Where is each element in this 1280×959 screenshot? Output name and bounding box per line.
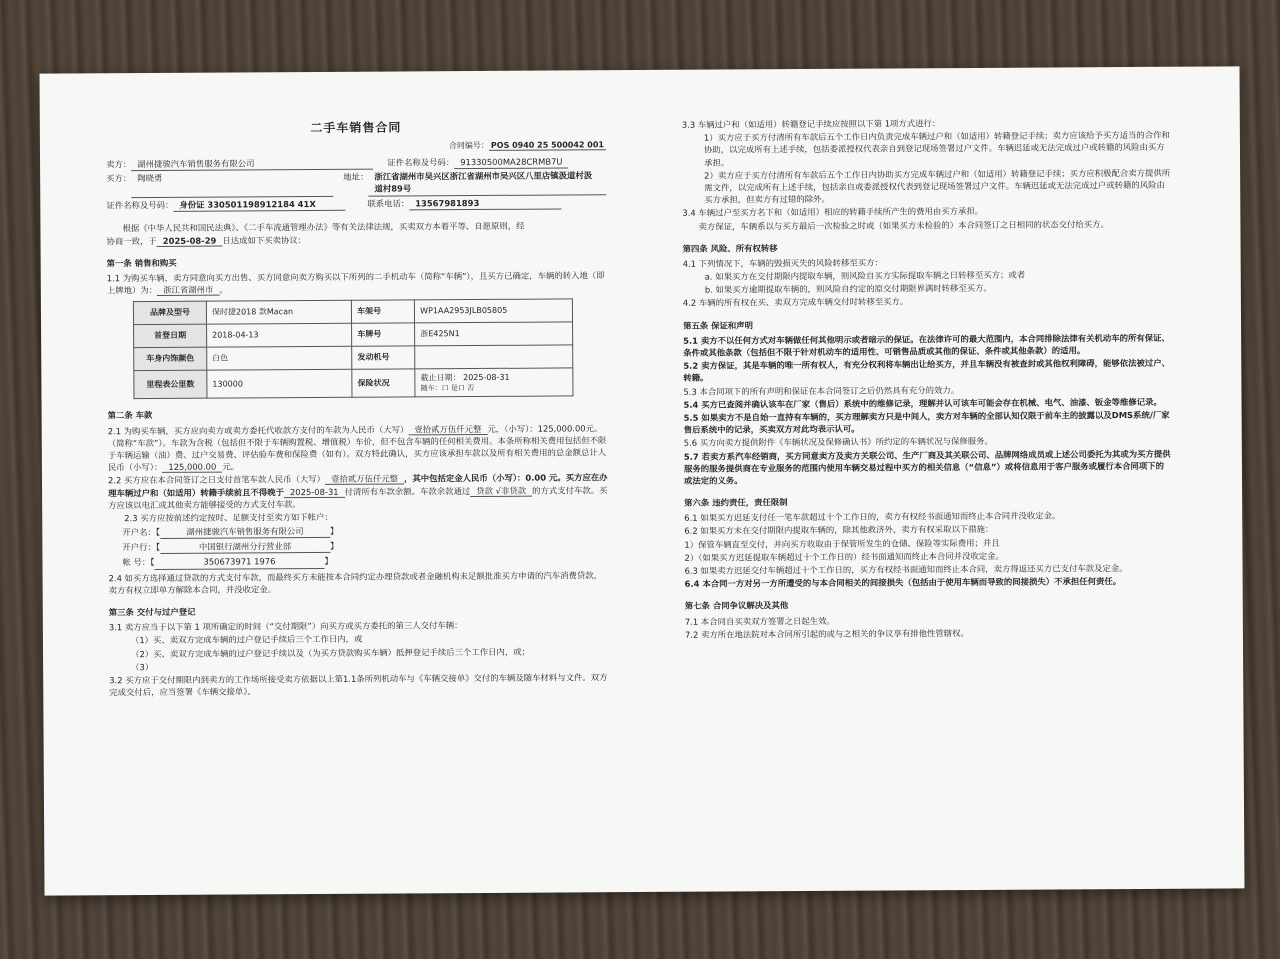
clause-1-1: 1.1 为购买车辆，卖方同意向买方出售、买方同意向卖方购买以下所列的二手机动车（简称“车辆”），且买方已确定，车辆的转入地（即上牌地）为： 浙江省湖州市 。 (106, 270, 605, 296)
clause-6-2-2: 2）（如果买方迟延提取车辆超过十个工作日的）经书面通知而终止本合同并没收定金。 (684, 550, 1004, 563)
table-row: 车身内饰颜色 白色 发动机号 (134, 345, 573, 371)
preamble: 根据《中华人民共和国民法典》、《二手车流通管理办法》等有关法律法规，买卖双方本着平等、自愿原则，经 (122, 220, 525, 233)
buyer-name: 陶晓勇 (131, 171, 333, 198)
contract-number: 合同编号： POS 0940 25 500042 001 (106, 140, 606, 155)
section-7-title: 第七条 合同争议解决及其他 (684, 600, 789, 612)
section-6-title: 第六条 违约责任，责任限制 (684, 497, 788, 508)
seller-row: 卖方： 湖州捷骏汽车销售服务有限公司 证件名称及号码： 91330500MA28CRMB7U (106, 155, 606, 171)
clause-7-2: 7.2 卖方所在地法院对本合同所引起的或与之相关的争议享有排他性管辖权。 (684, 627, 969, 640)
clause-5-3: 5.3 本合同项下的所有声明和保证在本合同签订之后仍然具有充分的效力。 (683, 384, 960, 397)
clause-3-4: 3.4 车辆过户至买方名下和（如适用）相应的转籍手续所产生的费用由买方承担。 (682, 206, 984, 219)
section-3-title: 第三条 交付与过户登记 (108, 606, 196, 618)
right-column (682, 115, 1173, 642)
clause-4-2: 4.2 车辆的所有权在买、卖双方完成车辆交付时转移至买方。 (682, 296, 909, 309)
clause-2-1: 2.1 为购买车辆，买方应向卖方或卖方委托代收款方支付的车款为人民币（大写） 壹拾贰万伍仟元整 元，（小写）：125,000.00元。（简称“车款”）。车款为含税（包括但不限于车辆购置税、增值税）车价，但不包含车辆的任何相关费用。本条所称相关费用包括但不限于车辆运输（油）费、过户交易费、评估验车费和保险费（如有）。双方特此确认，买方应该承担车款以及所有相关费用的总金额总计人民币（小写）： 125,000.00 元。 (107, 422, 607, 473)
buyer-phone: 13567981893 (409, 196, 561, 210)
clause-6-1: 6.1 如果买方迟延支付任一笔车款超过十个工作日的，卖方有权经书面通知而终止本合同并没收定金。 (684, 510, 1061, 523)
clause-5-1: 5.1 卖方不以任何方式对车辆做任何其他明示或者暗示的保证。在法律许可的最大范围内，本合同排除法律有关机动车的所有保证、条件或其他条款（包括但不限于针对机动车的适用性、可销售品质或其他的保证、条件或其他条款）的适用。 (683, 332, 1170, 358)
table-row: 品牌及型号 保时捷2018 款Macan 车架号 WP1AA2953JLB05805 (133, 299, 572, 325)
clause-3-3: 3.3 车辆过户和（如适用）转籍登记手续应按照以下第 1项方式进行： (681, 118, 941, 130)
vehicle-table (133, 298, 574, 399)
clause-3-1-3: （3） (131, 661, 154, 672)
clause-3-3-2: 2）卖方应于买方付清所有车款后五个工作日内协助买方完成车辆过户和（如适用）转籍登记手续；买方应积极配合卖方提供所需文件，以完成所有上述手续，包括亲自或委派授权代表到登记现场签署过户文件。车辆迟延或无法完成过户或转籍的风险由买方承担，但卖方有过错的除外。 (704, 167, 1171, 205)
seller-name: 湖州捷骏汽车销售服务有限公司 (131, 157, 373, 172)
clause-6-2-1: 1）保管车辆直至交付，并向买方收取由于保管所发生的仓储、保险等实际费用；并且 (684, 537, 1000, 550)
clause-5-7: 5.7 若卖方系汽车经销商，买方同意卖方及卖方关联公司、生产厂商及其关联公司、品牌网络成员或上述公司委托为其或为买方提供服务的服务提供商在专业服务的范围内使用车辆交易过程中买方的相关信息（“信息”）或将信息用于客户服务或履行本合同项下的或法定的义务。 (683, 448, 1171, 486)
clause-5-2: 5.2 卖方保证，其是车辆的唯一所有权人，有充分权利将车辆出让给买方，并且车辆没有被查封或其他权利障碍，能够依法被过户、转籍。 (683, 357, 1171, 384)
clause-5-5: 5.5 如果卖方不是自始一直持有车辆的，买方理解卖方只是中间人，卖方对车辆的全部认知仅限于前车主的披露以及DMS系统/厂家售后系统中的记录，买卖双方对此均表示认可。 (683, 409, 1170, 435)
bank-name: 开户行：【 中国银行湖州分行营业部 】 (122, 541, 339, 553)
buyer-id: 身份证 330501198912184 41X (173, 197, 345, 211)
contract-sheet (40, 66, 1245, 895)
clause-3-4b: 卖方保证，车辆系以与买方最后一次检验之时或（如果买方未检验的）本合同签订之日相同的状态交付给买方。 (698, 218, 1109, 232)
clause-3-1: 3.1 卖方应当于以下第 1 项所确定的时间（“交付期限”）向买方或买方委托的第三人交付车辆： (108, 620, 463, 633)
clause-5-4: 5.4 买方已查阅并确认该车在厂家（售后）系统中的维修记录，理解并认可该车可能会存在机械、电气、油漆、钣金等维修记录。 (683, 396, 1162, 410)
id-row: 证件名称及号码： 身份证 330501198912184 41X 联系电话： 13567981893 (106, 196, 606, 212)
section-2-title: 第二条 车款 (107, 410, 153, 421)
table-row: 首登日期 2018-04-13 车牌号 浙E425N1 (134, 322, 573, 348)
section-4-title: 第四条 风险、所有权转移 (682, 242, 778, 254)
bank-account-number: 帐 号：【 350673971 1976 】 (122, 556, 333, 568)
seller-cert: 91330500MA28CRMB7U (454, 155, 568, 169)
clause-6-2: 6.2 如果买方未在交付期限内提取车辆的，除其他救济外，卖方有权采取以下措施： (684, 524, 994, 537)
section-1-title: 第一条 销售和购买 (106, 257, 177, 269)
clause-2-2: 2.2 买方应在本合同签订之日支付首笔车款人民币（大写） 壹拾贰万伍仟元整 ，其中包括定金人民币（小写）：0.00 元。买方应在办理车辆过户和（如适用）转籍手续前且不得晚于 2025-08-31 付清所有车款余额。车款余款通过 贷款 √非贷款 的方式支付车款。买方应该以电汇或其他卖方能够接受的方式支付车款。 (107, 472, 608, 510)
clause-4-1: 4.1 下列情况下，车辆的毁损灭失的风险转移至买方： (682, 257, 883, 269)
bank-account-name: 开户名：【 湖州捷骏汽车销售服务有限公司 】 (122, 525, 339, 538)
doc-title: 二手车销售合同 (310, 120, 402, 136)
clause-3-2: 3.2 买方应于交付期限内到卖方的工作场所接受卖方依据以上第1.1条所列机动车与《车辆交接单》交付的车辆及随车材料与文件。双方完成交付后，应当签署《车辆交接单》。 (109, 672, 608, 698)
table-row: 里程表公里数 130000 保险状况 截止日期： 2025-08-31 随车：口 是口 否 (134, 368, 573, 399)
buyer-address: 浙江省湖州市吴兴区浙江省湖州市吴兴区八里店镇汲道村汲道村89号 (368, 169, 606, 196)
clause-6-3: 6.3 如果卖方迟延交付车辆超过十个工作日的，买方有权经书面通知而终止本合同，卖方得返还买方已支付车款及定金。 (684, 563, 1128, 576)
section-5-title: 第五条 保证和声明 (683, 319, 754, 331)
clause-5-6: 5.6 买方向卖方提供附件《车辆状况及保修确认书》所约定的车辆状况与保修服务。 (683, 436, 993, 449)
clause-3-3-1: 1）买方应于买方付清所有车款后五个工作日内负责完成车辆过户和（如适用）转籍登记手续；卖方应该给予买方适当的合作和协助，以完成所有上述手续，包括委派授权代表亲自到登记现场签署过户文件。车辆迟延或无法完成过户或转籍的风险由买方承担。 (703, 129, 1170, 168)
clause-2-4: 2.4 如买方选择通过贷款的方式支付车款，而最终买方未能按本合同约定办理贷款或者金融机构未足额批准买方申请的汽车消费贷款，卖方有权立即单方解除本合同，并没收定金。 (108, 569, 602, 596)
clause-2-3: 2.3 买方应按前述约定按时、足额支付至卖方如下帐户： (124, 511, 333, 524)
buyer-row: 买方： 陶晓勇 地址： 浙江省湖州市吴兴区浙江省湖州市吴兴区八里店镇汲道村汲道村89号 (106, 169, 606, 197)
clause-4-1b: b. 如果买方逾期提取车辆的，则风险自约定的原交付期限界满时转移至买方。 (704, 283, 992, 295)
clause-6-4: 6.4 本合同一方对另一方所遭受的与本合同相关的间接损失（包括由于使用车辆而导致的间接损失）不承担任何责任。 (684, 576, 1122, 589)
clause-4-1a: a. 如果买方在交付期限内提取车辆，则风险自买方实际提取车辆之日转移至买方；或者 (704, 269, 1026, 282)
clause-3-1-1: （1）买、卖双方完成车辆的过户登记手续后三个工作日内，或 (130, 634, 363, 646)
left-column (106, 118, 610, 699)
clause-7-1: 7.1 本合同自买卖双方签署之日起生效。 (684, 615, 835, 627)
clause-3-1-2: （2）买、卖双方完成车辆的过户登记手续以及（为买方贷款购买车辆）抵押登记手续后三个工作日内，或； (131, 646, 531, 659)
preamble-2: 协商一致，于 2025-08-29 日达成如下买卖协议： (106, 234, 307, 247)
